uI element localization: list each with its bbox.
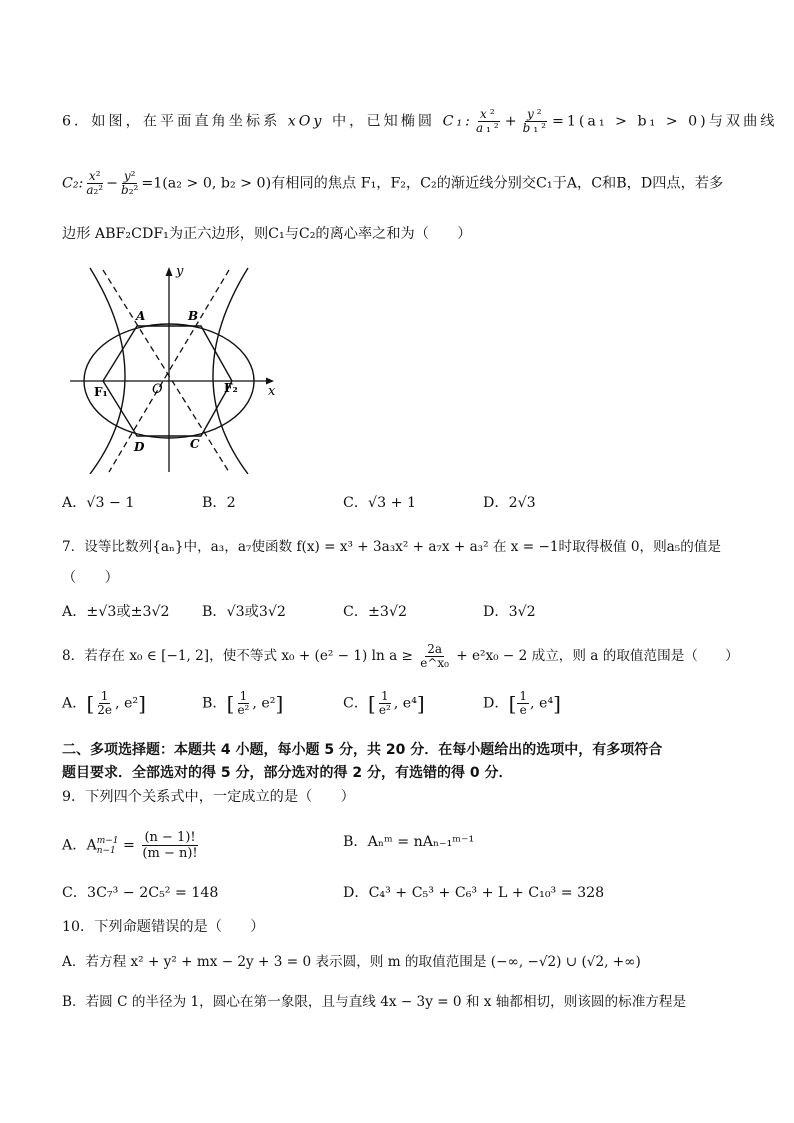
q8-fraction: $\frac{2a}{\text{e\textasciicircum{}x₀}}$	[420, 642, 449, 670]
label-c: C	[190, 437, 200, 451]
q6-option-b[interactable]: B．2	[202, 495, 236, 511]
hyperbola-right-branch	[213, 268, 248, 474]
q6-c2-cond: =1(a₂ > 0, b₂ > 0)	[141, 175, 272, 192]
q6-line1-suffix: 与双曲线	[708, 113, 778, 130]
q6-option-d[interactable]: D．2√3	[483, 495, 536, 511]
q6-line1-prefix: 6．如图，在平面直角坐标系	[62, 113, 281, 130]
q6-c2-label: C₂:	[62, 175, 84, 192]
q9-option-c[interactable]: C．3C₇³ − 2C₅² = 148	[62, 885, 219, 901]
q6-line2: C₂: $\frac{\text{x²}}{\text{a₂²}}$ − $\frac{\text{y²}}{\text{b₂²}}$ =1(a₂ > 0, b₂ > 0)有相同的焦点 F₁，F₂，C₂的渐近线分别交C₁于A，C和B，D四点，若多	[62, 169, 724, 197]
q6-c1-cond: =1(a₁ > b₁ > 0)	[551, 113, 709, 130]
q8-option-a[interactable]: A．[ $\frac{1}{2e}$ , e²]	[62, 689, 146, 717]
hyperbola-left-branch	[90, 268, 125, 474]
q6-line1-mid: 中，已知椭圆	[331, 113, 436, 130]
q6-line2-text: 有相同的焦点 F₁，F₂，C₂的渐近线分别交C₁于A，C和B，D四点，若多	[271, 175, 724, 192]
q6-c1-frac-x: $\frac{\text{x²}}{\text{a₁²}}$	[475, 107, 502, 135]
q6-line1: 6．如图，在平面直角坐标系 xOy 中，已知椭圆 C₁: $\frac{\text{x²}}{\text{a₁²}}$ + $\frac{\text{y²}}{\text{b₁²}}$ =1(a₁ > b₁ > 0)与双曲线	[62, 107, 778, 135]
q9-option-d[interactable]: D．C₄³ + C₅³ + C₆³ + L + C₁₀³ = 328	[343, 885, 605, 901]
q6-option-a[interactable]: A．√3 − 1	[62, 495, 135, 511]
q8-option-c[interactable]: C．[ $\frac{1}{\text{e²}}$ , e⁴]	[343, 689, 425, 717]
q7-option-a[interactable]: A．±√3或±3√2	[62, 604, 170, 620]
label-f2: F₂	[224, 381, 238, 395]
q6-c1-frac-y: $\frac{\text{y²}}{\text{b₁²}}$	[522, 107, 549, 135]
label-y: y	[176, 264, 184, 279]
q10-option-b[interactable]: B．若圆 C 的半径为 1，圆心在第一象限，且与直线 4x − 3y = 0 和 x 轴都相切，则该圆的标准方程是	[62, 994, 687, 1010]
q6-figure	[68, 262, 280, 474]
q10-text: 10．下列命题错误的是（ ）	[62, 919, 265, 935]
q8-line1	[62, 643, 739, 670]
q7-line1: 7．设等比数列{aₙ}中，a₃，a₇使函数 f(x) = x³ + 3a₃x² + a₇x + a₃² 在 x = −1时取得极值 0，则a₅的值是	[62, 539, 722, 555]
q10-option-a[interactable]: A．若方程 x² + y² + mx − 2y + 3 = 0 表示圆，则 m 的取值范围是 (−∞, −√2) ∪ (√2, +∞)	[62, 954, 641, 970]
q6-xoy: xOy	[287, 113, 325, 130]
q9-option-a[interactable]: A．A m−1 n−1 = $\frac{(n - 1)!}{(m - n)!}$	[62, 830, 198, 861]
label-f1: F₁	[94, 385, 108, 399]
q6-c2-frac-y: $\frac{\text{y²}}{\text{b₂²}}$	[121, 169, 139, 197]
y-axis-arrow	[166, 267, 173, 276]
q6-option-c[interactable]: C．√3 + 1	[343, 495, 417, 511]
q7-option-d[interactable]: D．3√2	[483, 604, 536, 620]
label-b: B	[188, 309, 199, 323]
q8-text-before: 8．若存在 x₀ ∈ [−1, 2]，使不等式 x₀ + (e² − 1) ln a ≥	[62, 648, 413, 664]
q6-line3: 边形 ABF₂CDF₁为正六边形，则C₁与C₂的离心率之和为（ ）	[62, 226, 472, 242]
q8-option-b[interactable]: B．[ $\frac{1}{\text{e²}}$ , e²]	[202, 689, 284, 717]
asymptote-1	[103, 270, 229, 472]
section2-heading-line1: 二、多项选择题：本题共 4 小题，每小题 5 分，共 20 分．在每小题给出的选项中，有多项符合	[62, 742, 663, 758]
label-x: x	[268, 384, 276, 399]
label-d: D	[134, 440, 145, 454]
q6-c1-label: C₁:	[442, 113, 473, 130]
q9-option-b[interactable]: B．Aₙᵐ = nAₙ₋₁ᵐ⁻¹	[343, 834, 475, 850]
q8-text-after: + e²x₀ − 2 成立，则 a 的取值范围是（ ）	[456, 648, 739, 664]
label-a: A	[136, 309, 146, 323]
q9-text: 9．下列四个关系式中，一定成立的是（ ）	[62, 789, 355, 805]
section2-heading-line2: 题目要求．全部选对的得 5 分，部分选对的得 2 分，有选错的得 0 分．	[62, 765, 513, 781]
q8-option-d[interactable]: D．[ $\frac{1}{e}$ , e⁴]	[483, 689, 561, 717]
q7-option-c[interactable]: C．±3√2	[343, 604, 408, 620]
q6-c2-frac-x: $\frac{\text{x²}}{\text{a₂²}}$	[86, 169, 104, 197]
q7-line2: （ ）	[62, 570, 119, 586]
q7-option-b[interactable]: B．√3或3√2	[202, 604, 286, 620]
label-o: O	[152, 382, 163, 397]
